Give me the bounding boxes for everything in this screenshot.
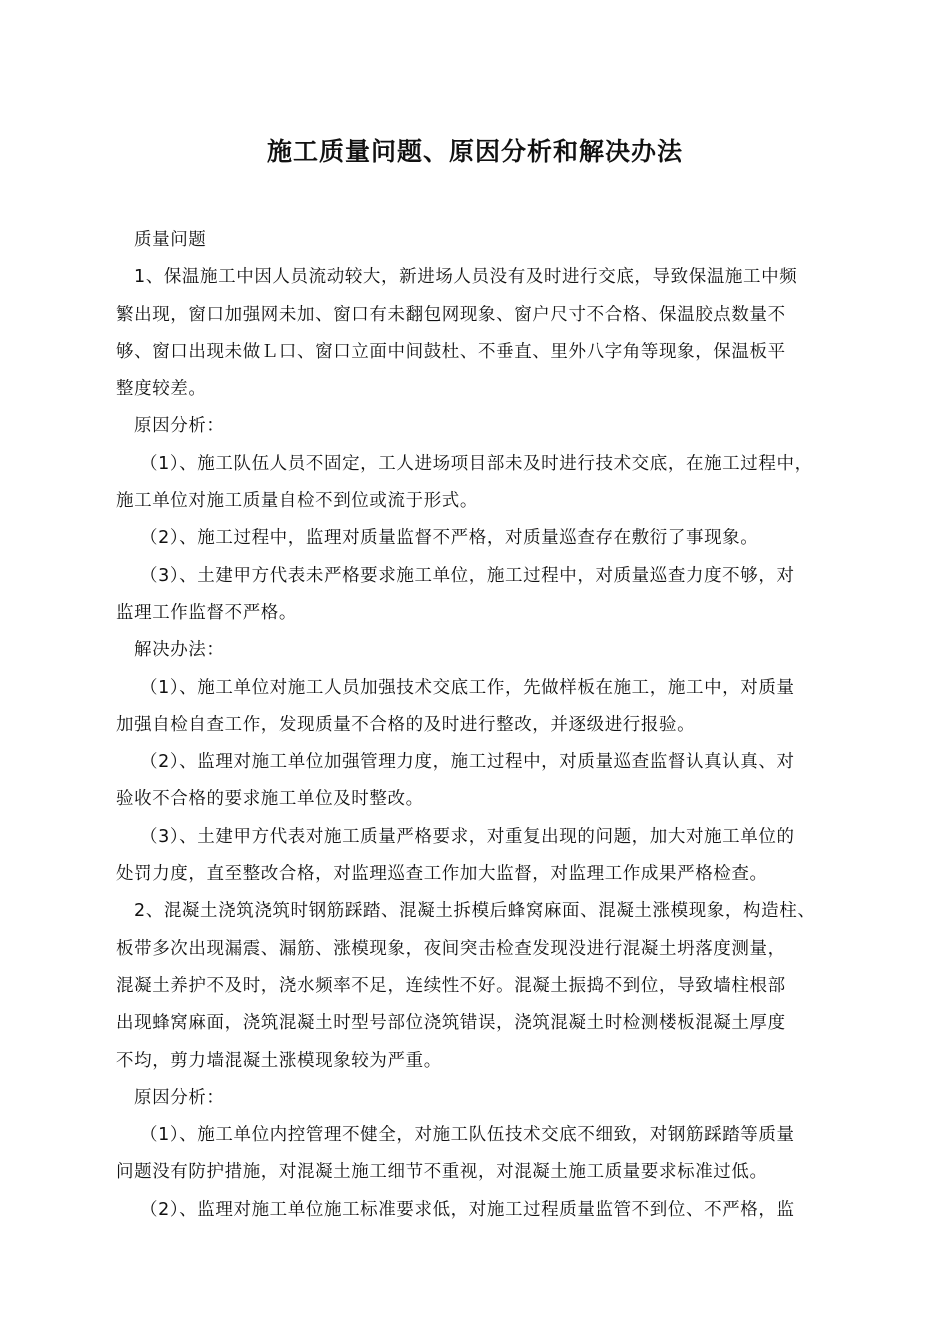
- text-line: 监理工作监督不严格。: [116, 602, 297, 623]
- sub-item: [116, 520, 852, 557]
- text-line: （1）、施工单位对施工人员加强技术交底工作，先做样板在施工，施工中，对质量: [140, 677, 795, 698]
- sub-item: [116, 1117, 852, 1192]
- text-line: 处罚力度，直至整改合格，对监理巡查工作加大监督，对监理工作成果严格检查。: [116, 864, 768, 885]
- text-line: 问题没有防护措施，对混凝土施工细节不重视，对混凝土施工质量要求标准过低。: [116, 1162, 768, 1183]
- document-body: [116, 222, 852, 1229]
- sub-item: [116, 670, 852, 745]
- sub-item: [116, 1192, 852, 1229]
- numbered-item: [116, 893, 852, 1079]
- text-line: 2、混凝土浇筑浇筑时钢筋踩踏、混凝土拆模后蜂窝麻面、混凝土涨模现象，构造柱、: [134, 901, 816, 922]
- text-line: 够、窗口出现未做Ｌ口、窗口立面中间鼓杜、不垂直、里外八字角等现象，保温板平: [116, 341, 786, 362]
- text-line: 原因分析：: [134, 416, 225, 437]
- text-line: （1）、施工队伍人员不固定，工人进场项目部未及时进行技术交底，在施工过程中，: [140, 453, 813, 474]
- text-line: （2）、监理对施工单位加强管理力度，施工过程中，对质量巡查监督认真认真、对: [140, 752, 795, 773]
- document-title: 施工质量问题、原因分析和解决办法: [266, 137, 683, 166]
- section-heading: [116, 222, 852, 259]
- section-heading: [116, 632, 852, 669]
- text-line: 不均，剪力墙混凝土涨模现象较为严重。: [116, 1050, 442, 1071]
- section-heading: [116, 1080, 852, 1117]
- text-line: 混凝土养护不及时，浇水频率不足，连续性不好。混凝土振捣不到位，导致墙柱根部: [116, 975, 786, 996]
- text-line: 加强自检自查工作，发现质量不合格的及时进行整改，并逐级进行报验。: [116, 714, 696, 735]
- text-line: （3）、土建甲方代表对施工质量严格要求，对重复出现的问题，加大对施工单位的: [140, 826, 795, 847]
- text-line: 原因分析：: [134, 1087, 225, 1108]
- text-line: 验收不合格的要求施工单位及时整改。: [116, 789, 424, 810]
- text-line: 施工单位对施工质量自检不到位或流于形式。: [116, 491, 478, 512]
- text-line: （1）、施工单位内控管理不健全，对施工队伍技术交底不细致，对钢筋踩踏等质量: [140, 1125, 795, 1146]
- numbered-item: [116, 259, 852, 408]
- text-line: 板带多次出现漏震、漏筋、涨模现象，夜间突击检查发现没进行混凝土坍落度测量，: [116, 938, 786, 959]
- sub-item: [116, 446, 852, 521]
- text-line: 整度较差。: [116, 379, 207, 400]
- text-line: 质量问题: [134, 230, 207, 250]
- sub-item: [116, 819, 852, 894]
- section-heading: [116, 408, 852, 445]
- text-line: （3）、土建甲方代表未严格要求施工单位，施工过程中，对质量巡查力度不够，对: [140, 565, 795, 586]
- sub-item: [116, 744, 852, 819]
- text-line: 繁出现，窗口加强网未加、窗口有未翻包网现象、窗户尺寸不合格、保温胶点数量不: [116, 304, 786, 325]
- text-line: 解决办法：: [134, 640, 225, 661]
- text-line: 1、保温施工中因人员流动较大，新进场人员没有及时进行交底，导致保温施工中频: [134, 267, 798, 288]
- sub-item: [116, 558, 852, 633]
- text-line: （2）、施工过程中，监理对质量监督不严格，对质量巡查存在敷衍了事现象。: [140, 528, 759, 549]
- text-line: （2）、监理对施工单位施工标准要求低，对施工过程质量监管不到位、不严格，监: [140, 1199, 795, 1220]
- text-line: 出现蜂窝麻面，浇筑混凝土时型号部位浇筑错误，浇筑混凝土时检测楼板混凝土厚度: [116, 1013, 786, 1034]
